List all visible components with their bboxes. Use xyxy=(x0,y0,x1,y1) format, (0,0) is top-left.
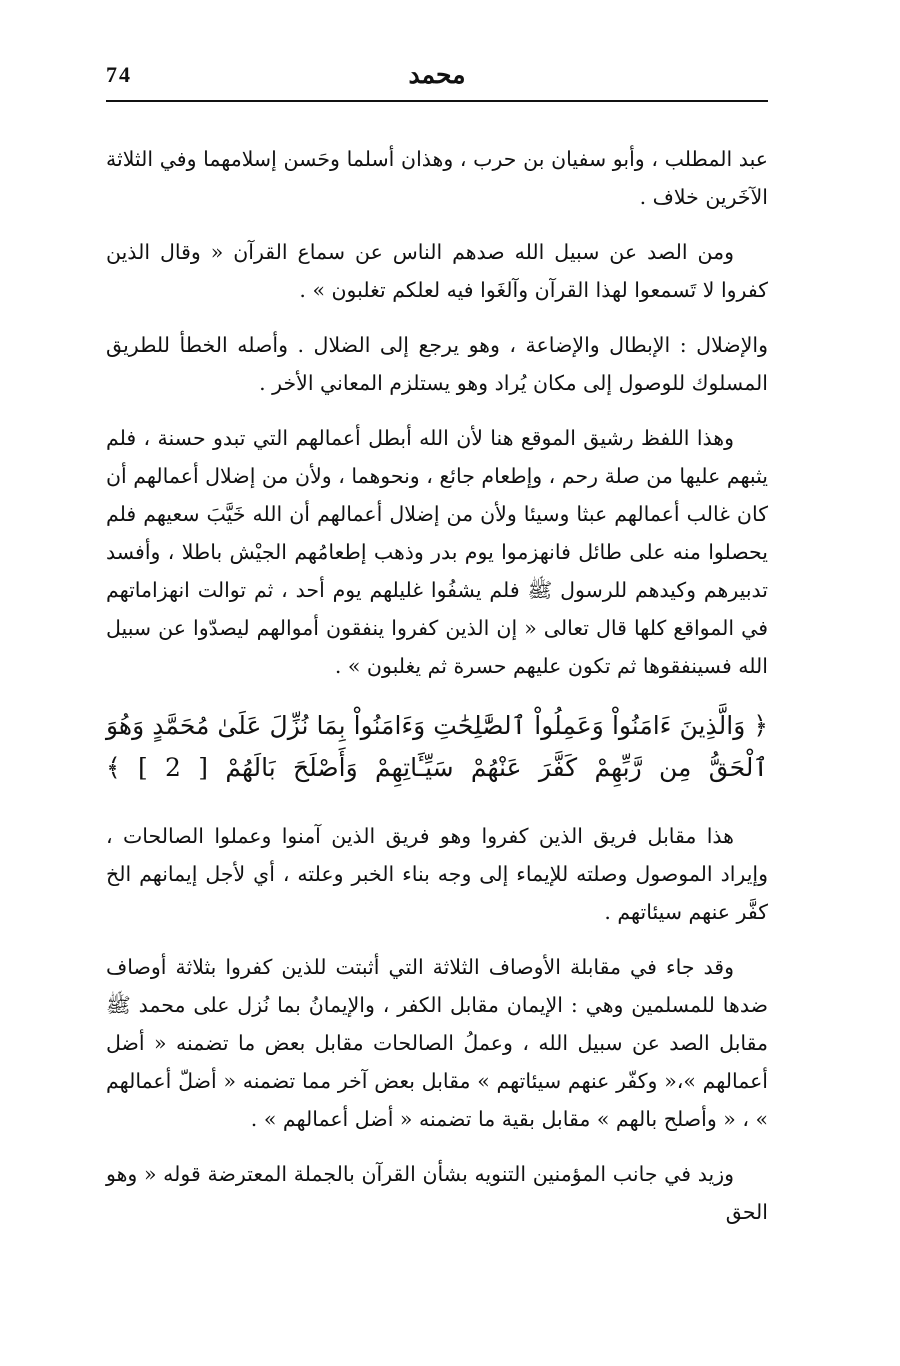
paragraph: ومن الصد عن سبيل الله صدهم الناس عن سماع القرآن « وقال الذين كفروا لا تَسمعوا لهذا القرآن وآلغَوا فيه لعلكم تغلبون » . xyxy=(106,240,768,302)
running-title: محمد xyxy=(408,60,466,89)
paragraph: وهذا اللفظ رشيق الموقع هنا لأن الله أبطل أعمالهم التي تبدو حسنة ، فلم يثبهم عليها من صلة رحم ، وإطعام جائع ، ونحوهما ، ولأن من إضلال أعمالهم أن كان غالب أعمالهم عبثا وسيئا ولأن من إضلال أعمالهم أن الله خَيَّبَ سعيهم فلم يحصلوا منه على طائل فانهزموا يوم بدر وذهب إطعامُهم الجيْش باطلا ، وأفسد تدبيرهم وكيدهم للرسول ﷺ فلم يشفُوا غليلهم يوم أحد ، ثم توالت انهزاماتهم في المواقع كلها قال تعالى « إن الذين كفروا ينفقون أموالهم ليصدّوا عن سبيل الله فسينفقوها ثم تكون عليهم حسرة ثم يغلبون » . xyxy=(106,426,768,678)
page-body xyxy=(106,140,768,1248)
page-number: 74 xyxy=(106,62,132,87)
paragraph: عبد المطلب ، وأبو سفيان بن حرب ، وهذان أسلما وحَسن إسلامهما وفي الثلاثة الآخَرين خلاف . xyxy=(106,147,768,209)
paragraph: هذا مقابل فريق الذين كفروا وهو فريق الذين آمنوا وعملوا الصالحات ، وإيراد الموصول وصلته للإيماء إلى وجه بناء الخبر وعلته ، أي لأجل إيمانهم الخ كفَّر عنهم سيئاتهم . xyxy=(106,824,768,924)
paragraph: وقد جاء في مقابلة الأوصاف الثلاثة التي أثبتت للذين كفروا بثلاثة أوصاف ضدها للمسلمين وهي : الإيمان مقابل الكفر ، والإيمانُ بما نُزل على محمد ﷺ مقابل الصد عن سبيل الله ، وعملُ الصالحات مقابل بعض ما تضمنه « أضل أعمالهم »،« وكفّر عنهم سيئاتهم » مقابل بعض آخر مما تضمنه « أضلّ أعمالهم » ، « وأصلح بالهم » مقابل بقية ما تضمنه « أضل أعمالهم » . xyxy=(106,955,768,1131)
paragraph: وزيد في جانب المؤمنين التنويه بشأن القرآن بالجملة المعترضة قوله « وهو الحق xyxy=(106,1162,768,1224)
page-header xyxy=(106,58,768,102)
quran-verse: ﴿ وَالَّذِينَ ءَامَنُواْ وَعَمِلُواْ ٱلصَّٰلِحَٰتِ وَءَامَنُواْ بِمَا نُزِّلَ عَلَىٰ مُحَمَّدٍ وَهُوَ ٱلْحَقُّ مِن رَّبِّهِمْ كَفَّرَ عَنْهُمْ سَيِّـَٔاتِهِمْ وَأَصْلَحَ بَالَهُمْ [ 2 ] ﴾ xyxy=(106,711,768,782)
paragraph: والإضلال : الإبطال والإضاعة ، وهو يرجع إلى الضلال . وأصله الخطأ للطريق المسلوك للوصول إلى مكان يُراد وهو يستلزم المعاني الأخر . xyxy=(106,333,768,395)
